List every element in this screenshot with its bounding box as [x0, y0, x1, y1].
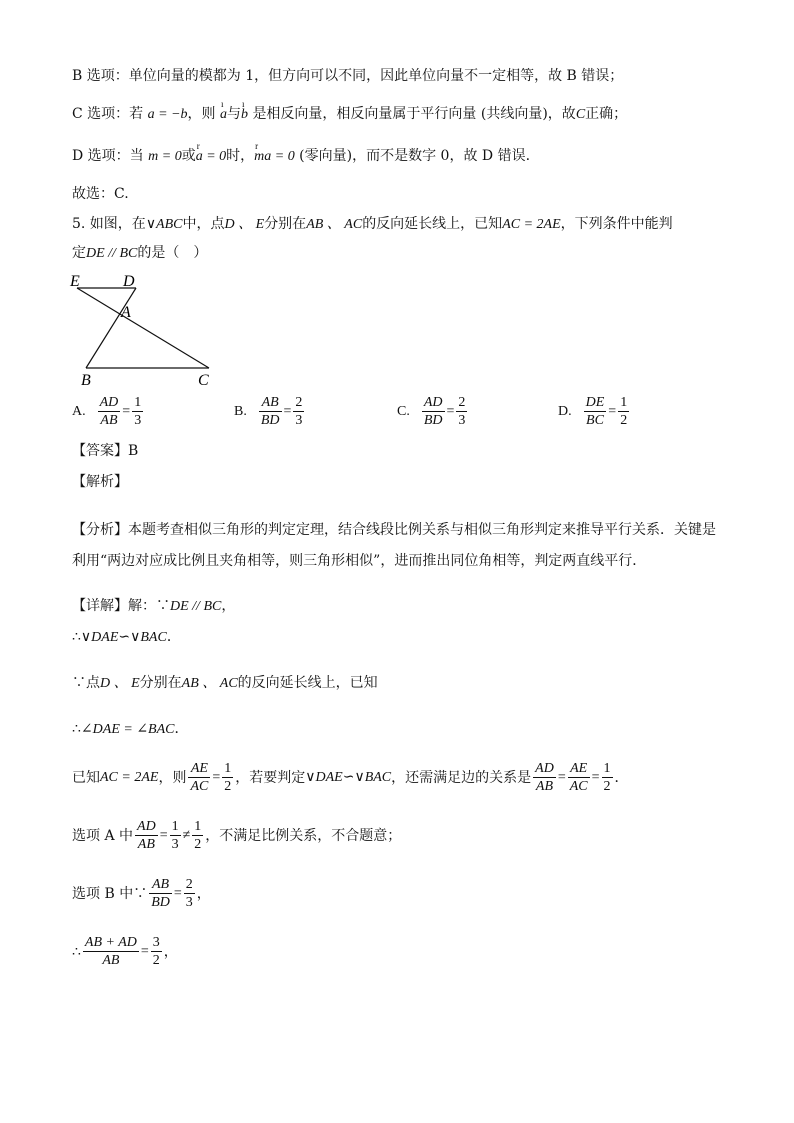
option-a[interactable]: A. $\frac{AD}{AB}$ = $\frac{1}{3}$: [72, 395, 142, 428]
label-e: E: [70, 273, 80, 290]
choose-line: 故选：C.: [72, 186, 129, 202]
vector-b: ı b: [241, 105, 248, 125]
sum-ratio-line: ∴ $\frac{AB + AD}{AB}$ = $\frac{3}{2}$ ，: [72, 935, 178, 968]
option-a-explain: 选项 A 中 $\frac{AD}{AB}$ = $\frac{1}{3}$ ≠ $\frac{1}{2}$ ，不满足比例关系，不合题意；: [72, 819, 402, 852]
c-condition: a = −b: [147, 107, 188, 122]
triangle-figure: [66, 268, 226, 390]
label-a: A: [121, 304, 131, 321]
segment-eb: [77, 288, 209, 368]
analysis-line1: 【分析】本题考查相似三角形的判定定理，结合线段比例关系与相似三角形判定来推导平行关系．关键是: [72, 522, 716, 538]
answer-line: 【答案】B: [72, 443, 139, 459]
detail-line1: 【详解】解：∵DE // BC，: [72, 598, 236, 614]
label-d: D: [123, 273, 135, 290]
question-5-line1: 5. 如图，在∨ABC中，点D 、 E分别在AB 、 AC的反向延长线上，已知AC = 2AE，下列条件中能判: [72, 216, 673, 232]
vector-a: ı a: [220, 105, 227, 125]
detail-line4: ∴∠DAE = ∠BAC．: [72, 721, 189, 737]
d-option-line: D 选项：当 m = 0或r a = 0时，r ma = 0 (零向量)，而不是数字 0，故 D 错误.: [72, 146, 530, 167]
question-5-line2: 定DE // BC的是（ ）: [72, 245, 208, 261]
option-b-explain: 选项 B 中∵ $\frac{AB}{BD}$ = $\frac{2}{3}$ ，: [72, 877, 211, 910]
detail-line2: ∴∨DAE∽∨BAC．: [72, 629, 181, 645]
c-option-line: C 选项：若 a = −b，则 ı a与ı b 是相反向量，相反向量属于平行向量 (共线向量)，故C正确；: [72, 104, 627, 125]
analysis-title: 【解析】: [72, 474, 128, 490]
label-b: B: [81, 372, 91, 389]
analysis-line2: 利用“两边对应成比例且夹角相等，则三角形相似”，进而推出同位角相等，判定两直线平行．: [72, 553, 647, 569]
option-d[interactable]: D. $\frac{DE}{BC}$ = $\frac{1}{2}$: [558, 395, 628, 428]
detail-line3: ∵点D 、 E分别在AB 、 AC的反向延长线上，已知: [72, 675, 378, 691]
option-b[interactable]: B. $\frac{AB}{BD}$ = $\frac{2}{3}$: [234, 395, 303, 428]
option-c[interactable]: C. $\frac{AD}{BD}$ = $\frac{2}{3}$: [397, 395, 466, 428]
segment-dc: [86, 288, 136, 368]
label-c: C: [198, 372, 209, 389]
b-option-line: B 选项：单位向量的模都为 1，但方向可以不同，因此单位向量不一定相等，故 B 错误；: [72, 68, 624, 84]
known-line: 已知 AC = 2AE ，则 $\frac{AE}{AC}$ = $\frac{1}{2}$ ，若要判定 ∨DAE∽∨BAC ，还需满足边的关系是 $\frac{AD}{AB}$ = $\frac{AE}{AC}$ = $\frac{1}{2}$ ．: [72, 761, 629, 794]
